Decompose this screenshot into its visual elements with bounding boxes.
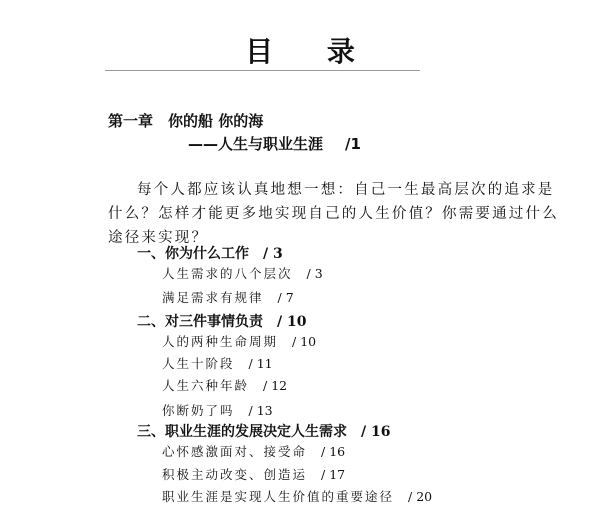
toc-entry-page: / 13 [248, 403, 273, 418]
toc-entry-page: / 16 [361, 424, 391, 440]
toc-entry[interactable] [162, 442, 345, 460]
toc-entry-page: / 11 [248, 356, 273, 371]
chapter-heading: 第一章 你的船 你的海 [108, 112, 264, 130]
toc-entry-title: 人的两种生命周期 [162, 334, 279, 349]
toc-entry-title: 人生六种年龄 [162, 378, 250, 393]
intro-line: 每个人都应该认真地想一想：自己一生最高层次的追求是 [137, 182, 555, 198]
toc-entry[interactable] [137, 243, 283, 263]
intro-line: 什么？怎样才能更多地实现自己的人生价值？你需要通过什么 [108, 206, 559, 222]
toc-entry-title: 人生十阶段 [162, 356, 235, 371]
toc-entry[interactable] [137, 421, 390, 441]
toc-entry-page: / 3 [263, 246, 283, 262]
toc-entry[interactable] [162, 264, 323, 282]
toc-entry[interactable] [162, 401, 273, 419]
toc-entry-title: 人生需求的八个层次 [162, 266, 293, 281]
toc-entry-page: / 3 [306, 266, 323, 281]
toc-entry-title: 满足需求有规律 [162, 290, 264, 305]
toc-entry-page: / 7 [277, 290, 294, 305]
toc-entry[interactable] [137, 311, 306, 331]
chapter-subtitle-line [188, 133, 361, 154]
chapter-page: /1 [345, 135, 361, 153]
toc-entry[interactable] [162, 288, 294, 306]
toc-entry-title: 心怀感激面对、接受命 [162, 444, 308, 459]
title-divider [105, 70, 420, 71]
toc-entry-title: 三、职业生涯的发展决定人生需求 [137, 424, 347, 440]
toc-entry-page: / 16 [321, 444, 346, 459]
toc-entry[interactable] [162, 354, 273, 372]
toc-entry-title: 一、你为什么工作 [137, 246, 249, 262]
chapter-subtitle: ——人生与职业生涯 [188, 135, 324, 153]
intro-line: 途径来实现？ [108, 230, 209, 246]
toc-entry-page: / 20 [408, 489, 433, 504]
toc-entry-title: 你断奶了吗 [162, 403, 235, 418]
toc-entry[interactable] [162, 376, 287, 394]
toc-entry[interactable] [162, 487, 432, 505]
page-title: 目 录 [245, 35, 377, 68]
toc-entry-page: / 10 [292, 334, 317, 349]
toc-entry-page: / 12 [263, 378, 288, 393]
toc-entry[interactable] [162, 465, 345, 483]
toc-entry-page: / 17 [321, 467, 346, 482]
toc-entry-page: / 10 [277, 314, 307, 330]
toc-entry-title: 二、对三件事情负责 [137, 314, 263, 330]
toc-entry-title: 职业生涯是实现人生价值的重要途径 [162, 489, 395, 504]
toc-entry-title: 积极主动改变、创造运 [162, 467, 308, 482]
toc-entry[interactable] [162, 332, 316, 350]
